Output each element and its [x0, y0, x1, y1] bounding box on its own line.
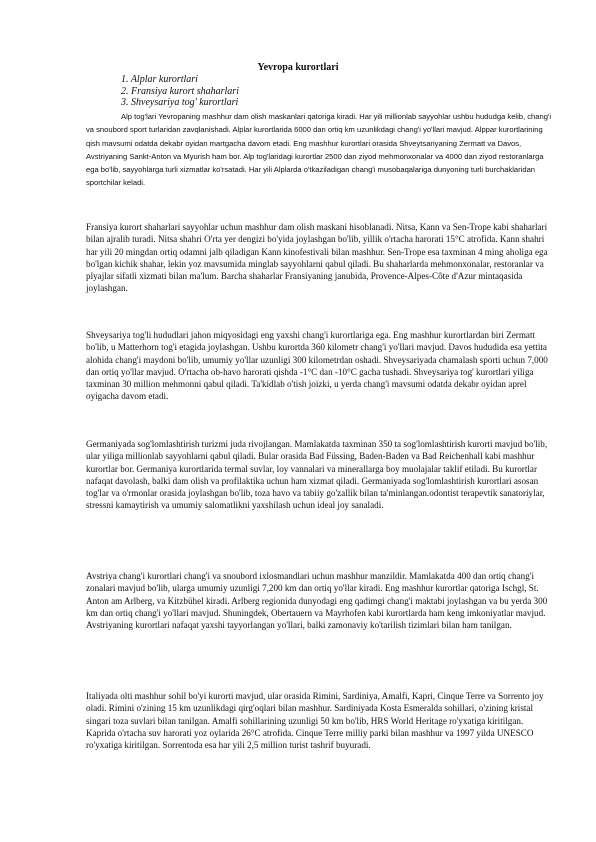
paragraph-italy: Italiyada olti mashhur sohil bo'yi kurorti mavjud, ular orasida Rimini, Sardiniya, Amalfi, Kapri, Cinque Terre va Sorrento joy oladi. Rimini o'zining 15 km uzunlikdagi qirg'oqlari bilan mashhur. Sardiniyada Kosta Esmeralda sohillari, o'zining kristal singari toza suvlari bilan tanilgan. Amalfi sohillarining uzunligi 50 km bo'lib, HRS World Heritage ro'yxatiga kiritilgan. Kaprida o'rtacha suv harorati yoz oylarida 26°C atrofida. Cinque Terre milliy parki bilan mashhur va 1997 yilda UNESCO ro'yxatiga kiritilgan. Sorrentoda esa har yili 2,5 million turist tashrif buyuradi. [86, 691, 544, 751]
paragraph-switzerland: Shveysariya tog'li hududlari jahon miqyosidagi eng yaxshi chang'i kurortlariga ega. Eng mashhur kurortlardan biri Zermatt bo'lib, u Matterhorn tog'i etagida joylashgan. Ushbu kurortda 360 kilometr chang'i yo'llari mavjud. Davos hududida esa yettita alohida chang'i maydoni bo'lib, umumiy yo'llar uzunligi 300 kilometrdan oshadi. Shveysariyada chamalash sporti uchun 7,000 dan ortiq yo'llar mavjud. O'rtacha ob-havo harorati qishda -1°C dan -10°C gacha tushadi. Shveysariya tog' kurortlari yiliga taxminan 30 million mehmonni qabul qiladi. Ta'kidlab o'tish joizki, u yerda chang'i mavsumi odatda dekabr oyidan aprel oyigacha davom etadi. [86, 330, 548, 402]
toc-item: 2. Fransiya kurort shaharlari [121, 85, 239, 97]
paragraph-austria: Avstriya chang'i kurortlari chang'i va snoubord ixlosmandlari uchun mashhur manzildir. Mamlakatda 400 dan ortiq chang'i zonalari mavjud bo'lib, ularga umumiy uzunligi 7,200 km dan ortiq yo'llar kiradi. Eng mashhur kurortlar qatoriga Ischgl, St. Anton am Arlberg, va Kitzbühel kiradi. Arlberg regionida dunyodagi eng qadimgi chang'i maktabi joylashgan va bu yerda 300 km dan ortiq chang'i yo'llari mavjud. Shuningdek, Obertauern va Mayrhofen kabi kurortlarda ham keng imkoniyatlar mavjud. Avstriyaning kurortlari nafaqat yaxshi tayyorlangan yo'llari, balki zamonaviy ko'tarilish tizimlari bilan ham tanilgan. [86, 571, 548, 631]
toc-item: 3. Shveysariya tog' kurortlari [121, 97, 239, 108]
intro-paragraph: Alp tog'lari Yevropaning mashhur dam olish maskanlari qatoriga kiradi. Har yili millionlab sayyohlar ushbu hududga kelib, chang'i va snoubord sport turlaridan zavqlanishadi. Alplar kurortlarida 6000 dan ortiq km uzunlikdagi chang'i yo'llari mavjud. Alppar kurortlarining qish mavsumi odatda dekabr oyidan martgacha davom etadi. Eng mashhur kurortlari orasida Shveytsariyaning Zermatt va Davos, Avstriyaning Sankt-Anton va Myurish ham bor. Alp tog'laridagi kurortlar 2500 dan ziyod mehmonxonalar va 4000 dan ziyod restoranlarga ega bo'lib, sayyohlarga turli xizmatlar ko'rsatadi. Har yili Alplarda o'tkaziladigan chang'i musobaqalariga dunyoning turli burchaklaridan sportchilar keladi. [86, 112, 552, 188]
paragraph-france: Fransiya kurort shaharlari sayyohlar uchun mashhur dam olish maskani hisoblanadi. Nitsa, Kann va Sen-Trope kabi shaharlari bilan ajralib turadi. Nitsa shahri O'rta yer dengizi bo'yida joylashgan bo'lib, yillik o'rtacha harorati 15°C atrofida. Kann shahri har yili 20 mingdan ortiq odamni jalb qiladigan Kann kinofestivali bilan mashhur. Sen-Trope esa taxminan 4 ming aholiga ega bo'lgan kichik shahar, lekin yoz mavsumida minglab sayyohlarni qabul qiladi. Bu shaharlarda mehmonxonalar, restoranlar va plyajlar sifatli xizmati bilan ma'lum. Barcha shaharlar Fransiyaning janubida, Provence-Alpes-Côte d'Azur mintaqasida joylashgan. [86, 222, 548, 294]
page-title: Yevropa kurortlari [257, 62, 339, 73]
paragraph-germany: Germaniyada sog'lomlashtirish turizmi juda rivojlangan. Mamlakatda taxminan 350 ta sog'lomlashtirish kurorti mavjud bo'lib, ular yiliga millionlab sayyohlarni qabul qiladi. Bular orasida Bad Füssing, Baden-Baden va Bad Reichenhall kabi mashhur kurortlar bor. Germaniya kurortlarida termal suvlar, loy vannalari va minerallarga boy muolajalar taklif etiladi. Bu kurortlar nafaqat davolash, balki dam olish va profilaktika uchun ham xizmat qiladi. Germaniyada sog'lomlashtirish kurortlari asosan tog'lar va o'rmonlar orasida joylashgan bo'lib, toza havo va tabiiy go'zallik bilan ta'minlangan.odontist terapevtik sanatoriylar, stressni kamaytirish va umumiy salomatlikni yaxshilash uchun ideal joy sanaladi. [86, 439, 548, 511]
table-of-contents [121, 74, 239, 109]
toc-item: 1. Alplar kurortlari [121, 74, 198, 85]
